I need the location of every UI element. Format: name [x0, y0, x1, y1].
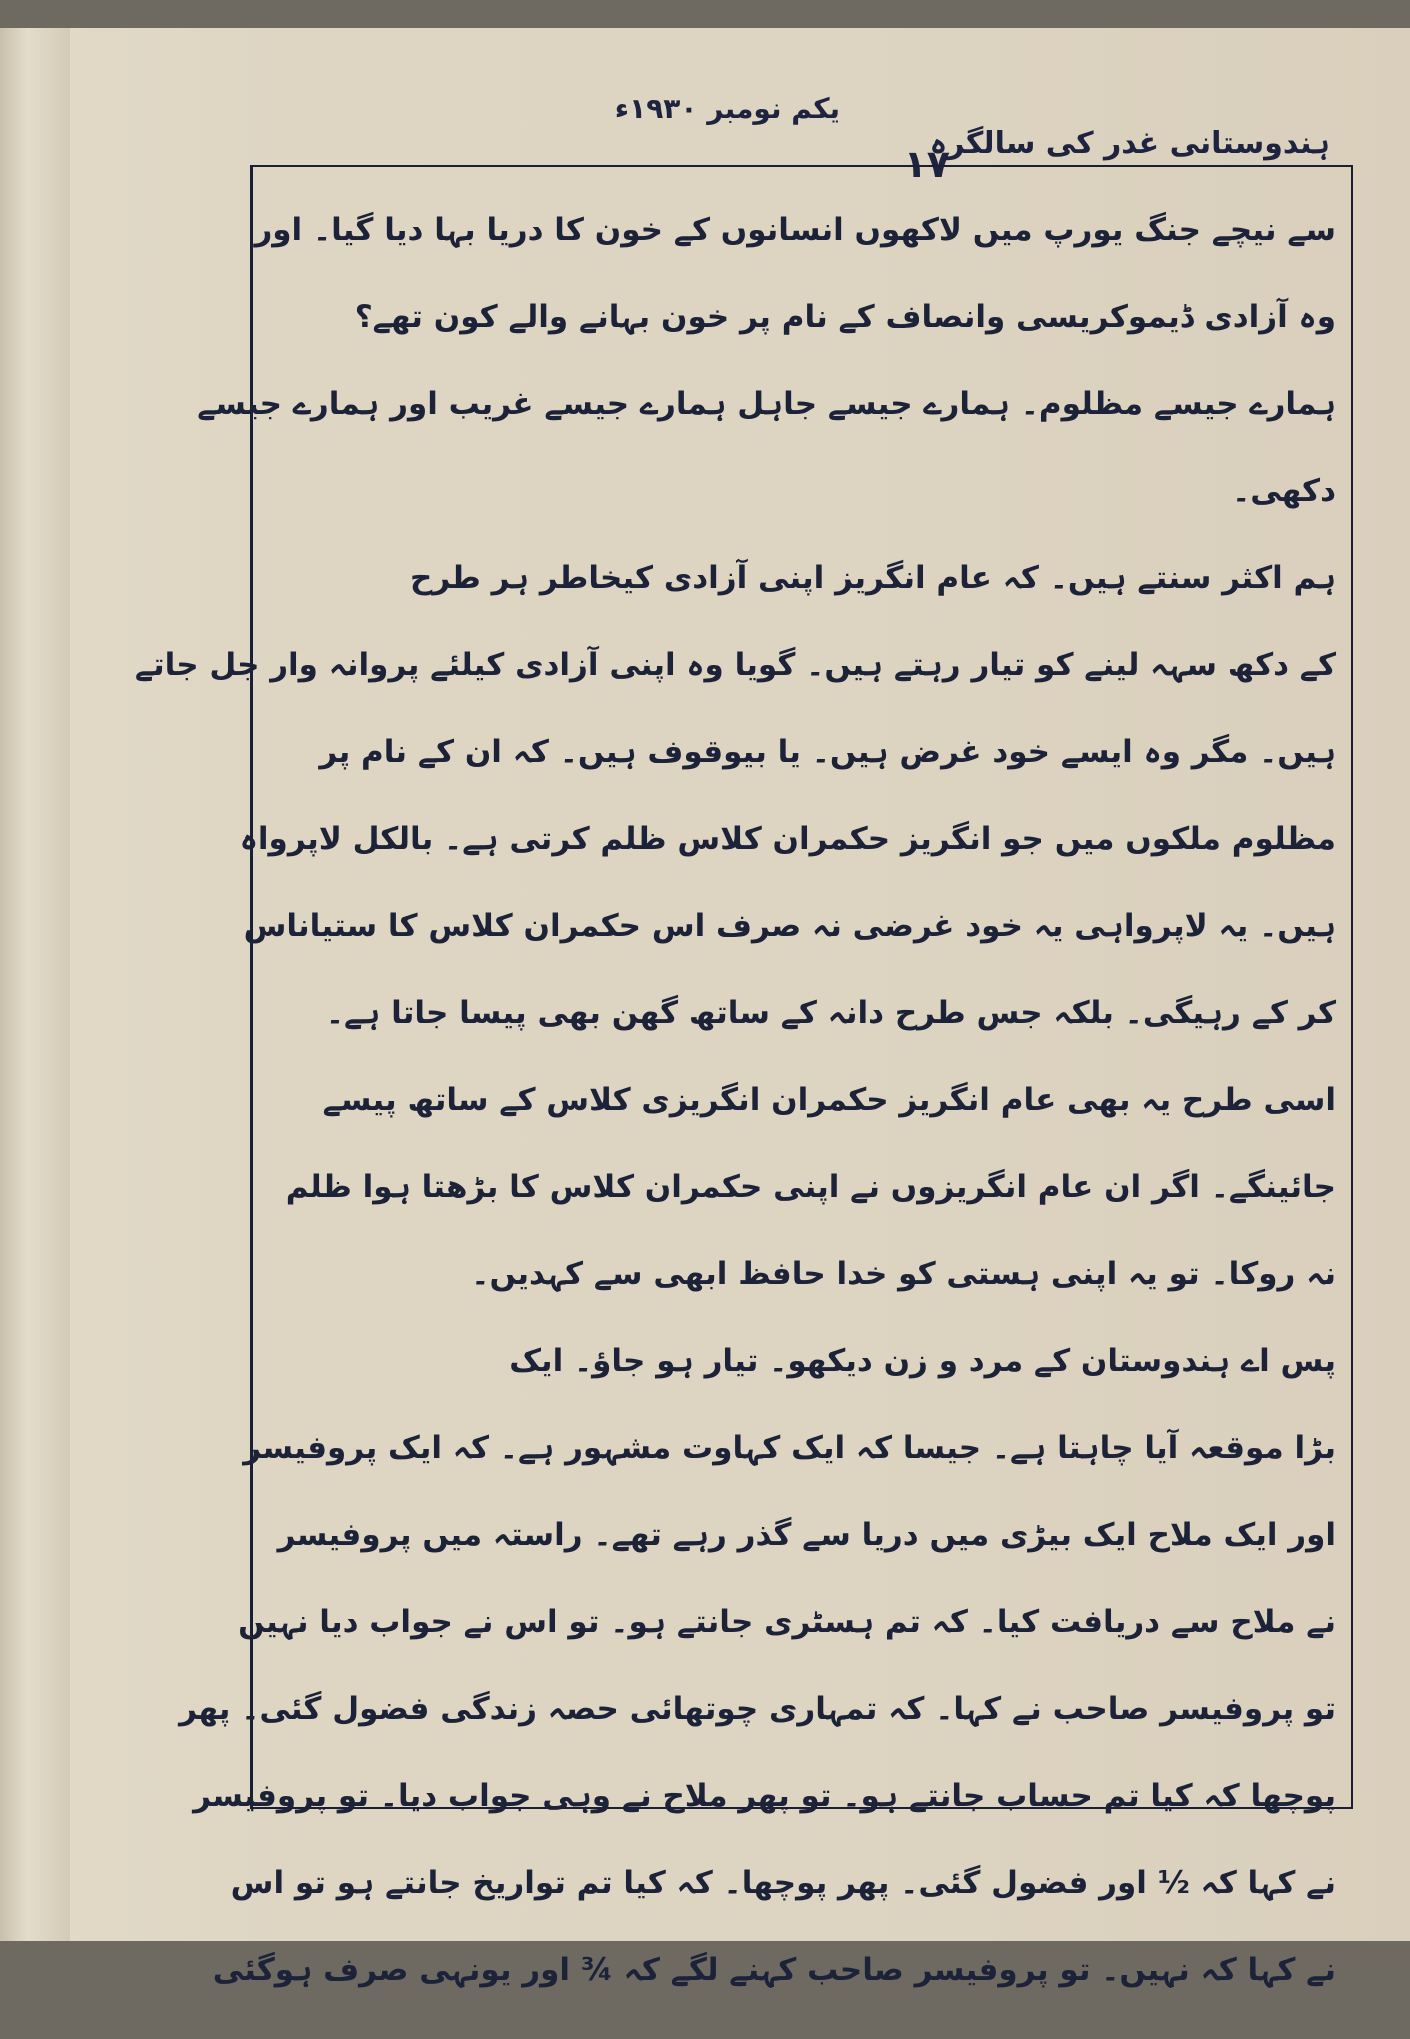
text-line: کر کے رہیگی۔ بلکہ جس طرح دانہ کے ساتھ گھن بھی پیسا جاتا ہے۔	[325, 995, 1336, 1031]
text-line: وہ آزادی ڈیموکریسی وانصاف کے نام پر خون بہانے والے کون تھے؟	[354, 299, 1336, 335]
text-line: نے کہا کہ نہیں۔ تو پروفیسر صاحب کہنے لگے کہ ¾ اور یونہی صرف ہوگئی	[212, 1952, 1336, 1988]
text-line: مظلوم ملکوں میں جو انگریز حکمران کلاس ظلم کرتی ہے۔ بالکل لاپرواہ	[239, 821, 1336, 857]
text-line: پس اے ہندوستان کے مرد و زن دیکھو۔ تیار ہو جاؤ۔ ایک	[509, 1343, 1336, 1379]
text-line: تو پروفیسر صاحب نے کہا۔ کہ تمہاری چوتھائی حصہ زندگی فضول گئی۔ پھر	[179, 1691, 1336, 1727]
text-line: نہ روکا۔ تو یہ اپنی ہستی کو خدا حافظ ابھی سے کہدیں۔	[471, 1256, 1336, 1292]
text-line: کے دکھ سہہ لینے کو تیار رہتے ہیں۔ گویا وہ اپنی آزادی کیلئے پروانہ وار جل جاتے	[134, 647, 1336, 683]
text-line: ہم اکثر سنتے ہیں۔ کہ عام انگریز اپنی آزادی کیخاطر ہر طرح	[410, 560, 1336, 596]
body-text	[134, 212, 1336, 2039]
text-line: دکھی۔	[1232, 473, 1336, 509]
text-line: نے ملاح سے دریافت کیا۔ کہ تم ہسٹری جانتے ہو۔ تو اس نے جواب دیا نہیں	[238, 1604, 1336, 1640]
text-line: اسی طرح یہ بھی عام انگریز حکمران انگریزی کلاس کے ساتھ پیسے	[322, 1082, 1336, 1118]
text-line: ہمارے جیسے مظلوم۔ ہمارے جیسے جاہل ہمارے جیسے غریب اور ہمارے جیسے	[197, 386, 1336, 422]
text-line: جائینگے۔ اگر ان عام انگریزوں نے اپنی حکمران کلاس کا بڑھتا ہوا ظلم	[285, 1169, 1336, 1205]
text-line: سے نیچے جنگ یورپ میں لاکھوں انسانوں کے خون کا دریا بہا دیا گیا۔ اور	[254, 212, 1336, 248]
text-line: اور ایک ملاح ایک بیڑی میں دریا سے گذر رہے تھے۔ راستہ میں پروفیسر	[277, 1517, 1336, 1553]
binding-edge	[0, 28, 70, 1941]
text-line: ہیں۔ یہ لاپرواہی یہ خود غرضی نہ صرف اس حکمران کلاس کا ستیاناس	[243, 908, 1336, 944]
header-date: یکم نومبر ۱۹۳۰ء	[614, 92, 840, 125]
header-title: ہندوستانی غدر کی سالگرہ	[929, 126, 1330, 161]
page-header	[360, 92, 1360, 186]
text-line: نے کہا کہ ½ اور فضول گئی۔ پھر پوچھا۔ کہ کیا تم تواریخ جانتے ہو تو اس	[230, 1865, 1336, 1901]
text-line: ہیں۔ مگر وہ ایسے خود غرض ہیں۔ یا بیوقوف ہیں۔ کہ ان کے نام پر	[319, 734, 1336, 770]
text-line: پوچھا کہ کیا تم حساب جانتے ہو۔ تو پھر ملاح نے وہی جواب دیا۔ تو پروفیسر	[193, 1778, 1336, 1814]
text-line: بڑا موقعہ آیا چاہتا ہے۔ جیسا کہ ایک کہاوت مشہور ہے۔ کہ ایک پروفیسر	[243, 1430, 1336, 1466]
page-number: ۱۷	[903, 142, 950, 186]
